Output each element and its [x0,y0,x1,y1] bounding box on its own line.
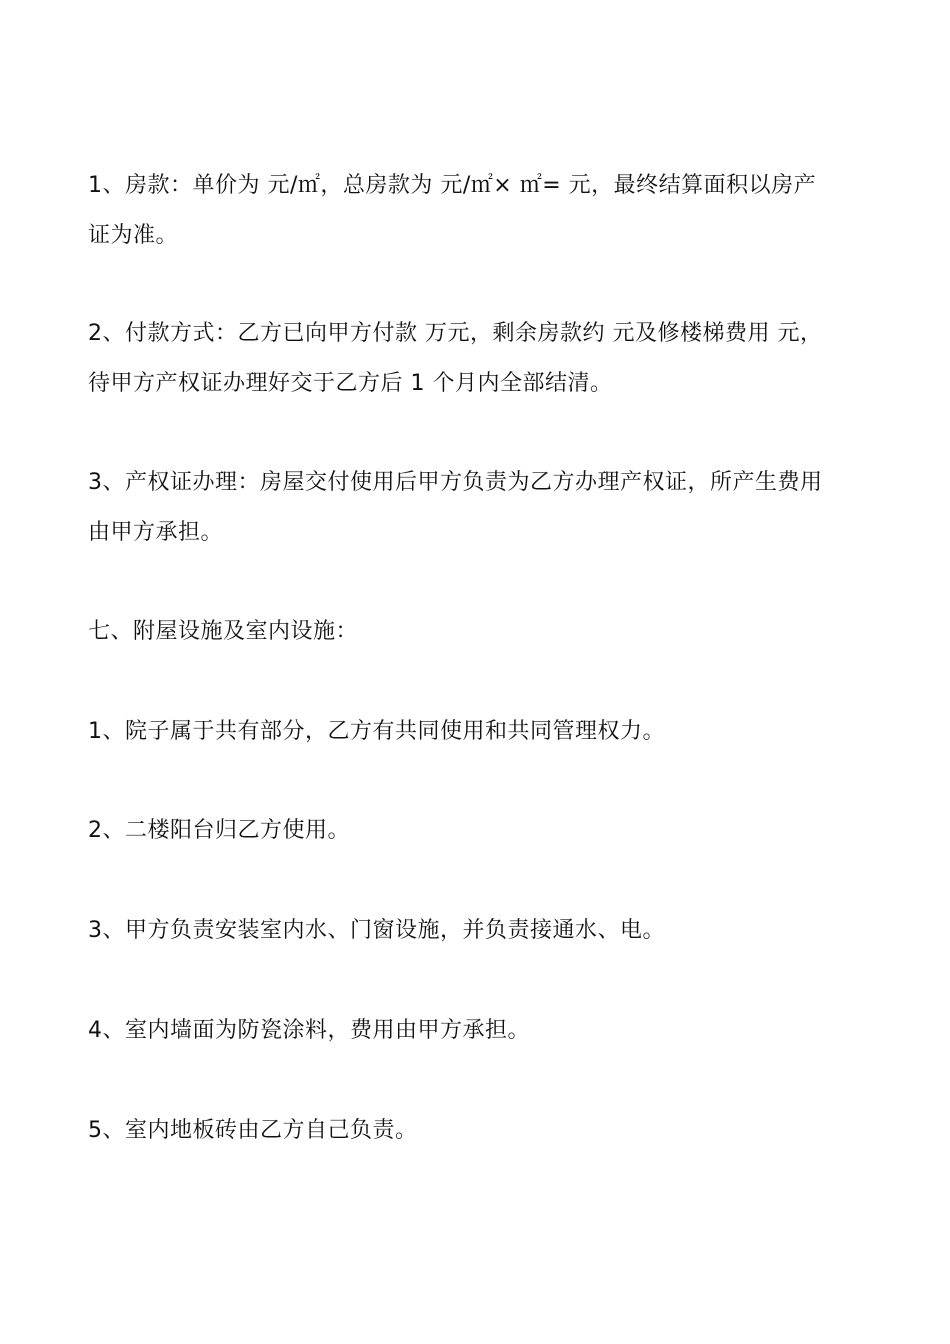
paragraph-courtyard [88,707,868,757]
paragraph-line: 证为准。 [88,223,179,248]
paragraph-property-certificate [88,458,868,558]
paragraph-line: 由甲方承担。 [88,520,224,545]
paragraph-line: 5、室内地板砖由乙方自己负责。 [88,1118,418,1143]
paragraph-line: 2、二楼阳台归乙方使用。 [88,818,350,843]
paragraph-payment-method [88,309,868,409]
paragraph-line: 1、院子属于共有部分，乙方有共同使用和共同管理权力。 [88,719,665,744]
paragraph-line: 1、房款：单价为 元/㎡，总房款为 元/㎡× ㎡= 元，最终结算面积以房产 [88,173,817,198]
paragraph-water-doors [88,906,868,956]
paragraph-floor-tiles [88,1106,868,1156]
paragraph-line: 待甲方产权证办理好交于乙方后 1 个月内全部结清。 [88,371,613,396]
paragraph-line: 七、附屋设施及室内设施： [88,619,359,644]
paragraph-line: 4、室内墙面为防瓷涂料，费用由甲方承担。 [88,1018,530,1043]
paragraph-house-price [88,161,868,261]
paragraph-wall-paint [88,1006,868,1056]
paragraph-line: 3、甲方负责安装室内水、门窗设施，并负责接通水、电。 [88,918,665,943]
paragraph-line: 2、付款方式：乙方已向甲方付款 万元，剩余房款约 元及修楼梯费用 元， [88,321,823,346]
paragraph-balcony [88,806,868,856]
section-heading-facilities [88,607,868,657]
paragraph-line: 3、产权证办理：房屋交付使用后甲方负责为乙方办理产权证，所产生费用 [88,470,823,495]
